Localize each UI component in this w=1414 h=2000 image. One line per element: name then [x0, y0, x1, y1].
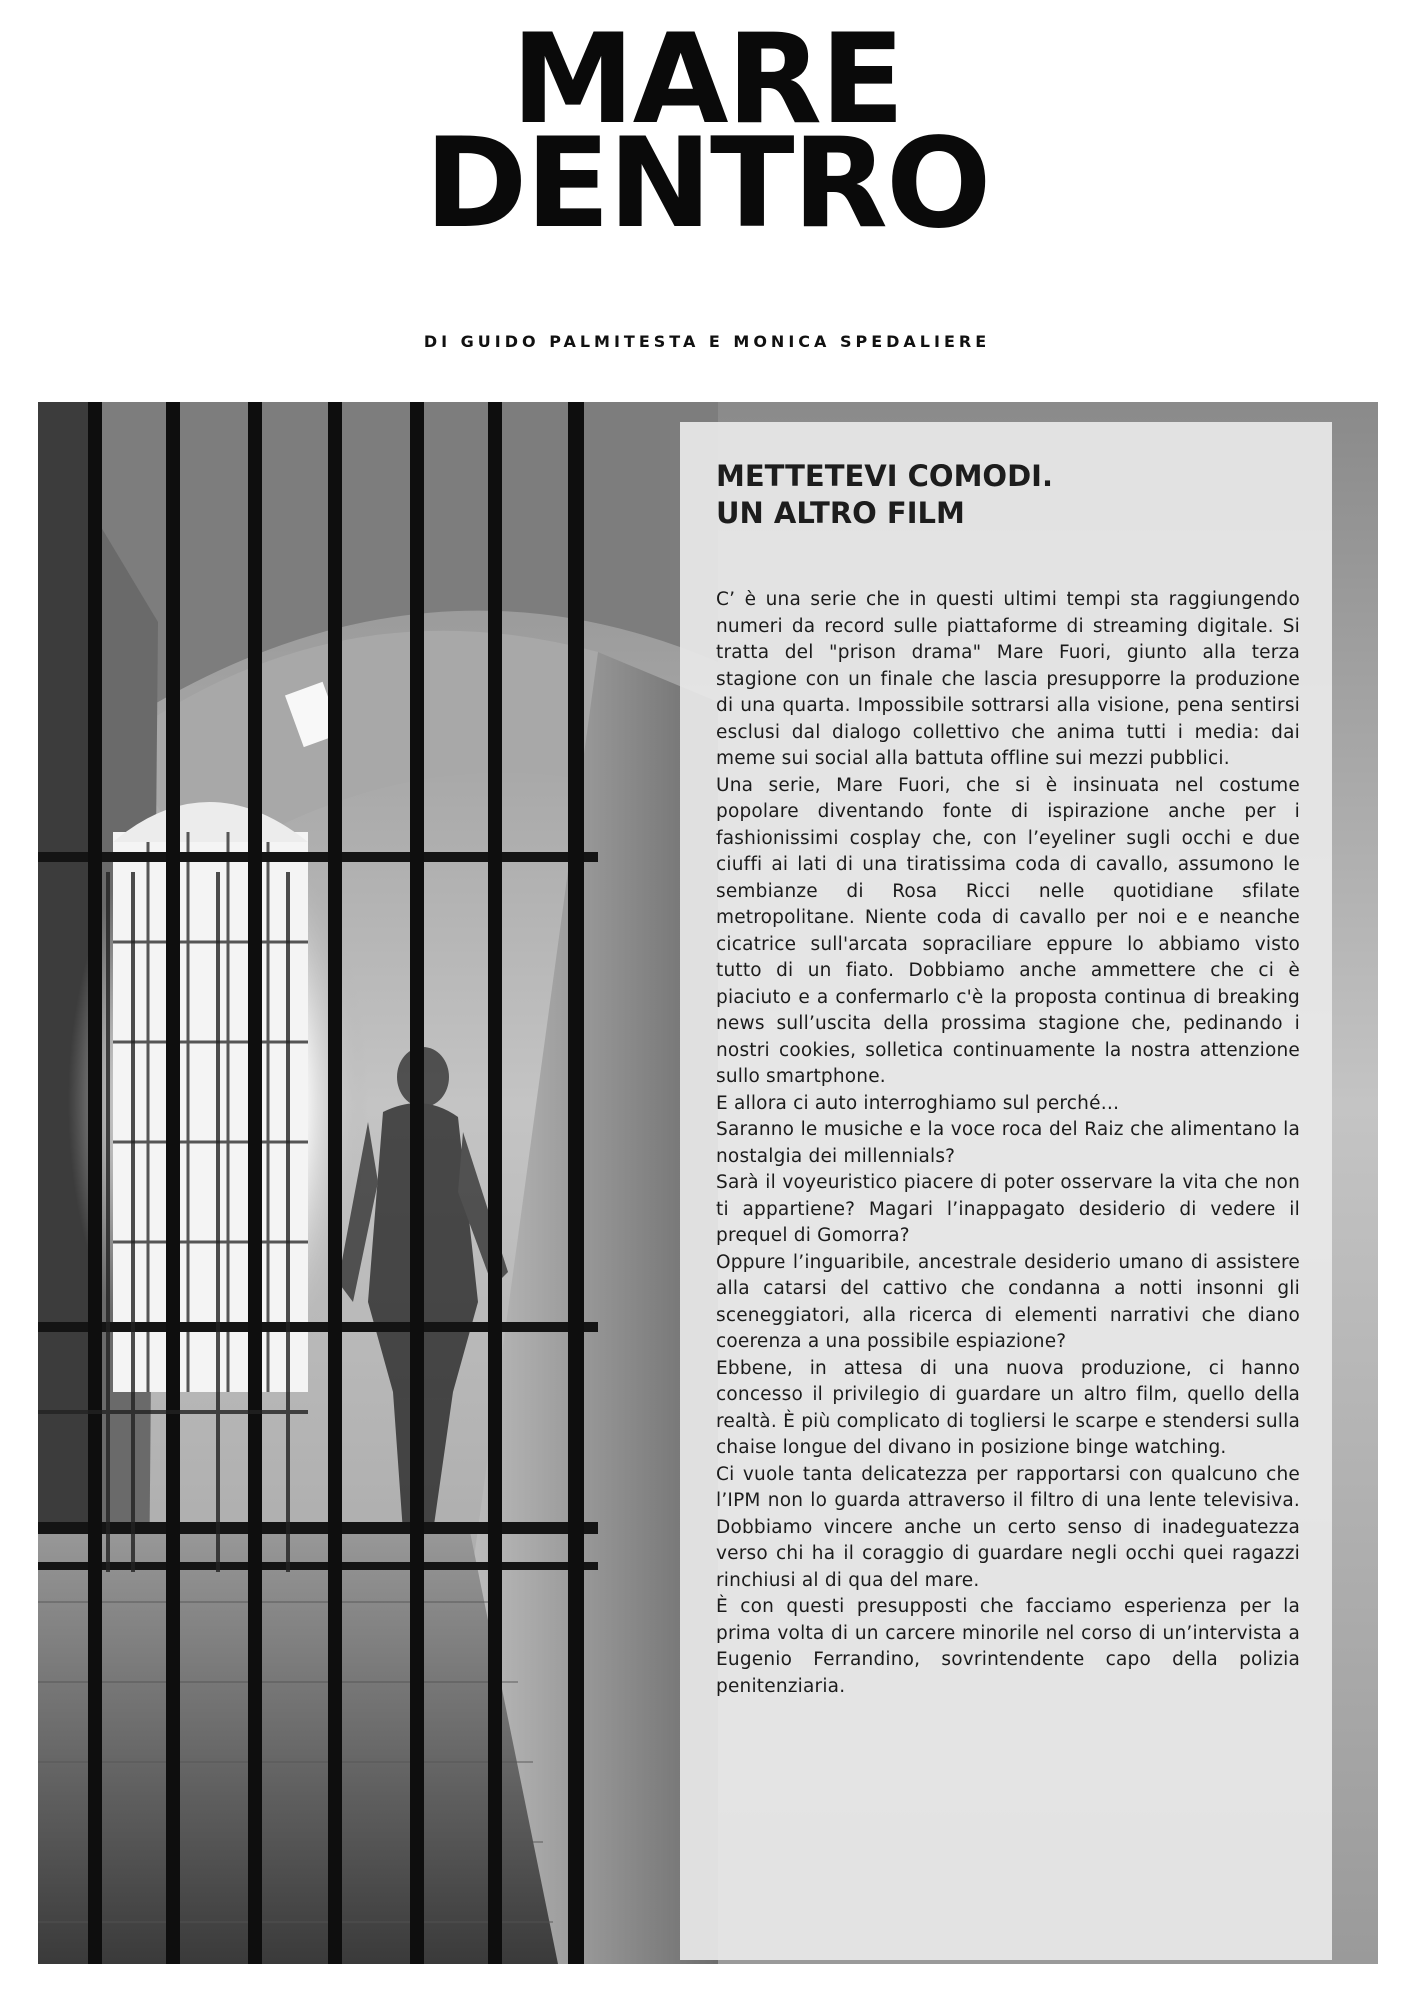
paragraph: Sarà il voyeuristico piacere di poter osservare la vita che non ti appartiene? Magari l’inappagato desiderio di vedere il prequel di Gomorra?: [716, 1172, 1300, 1246]
article-panel: [680, 422, 1332, 1960]
paragraph: Ebbene, in attesa di una nuova produzione, ci hanno concesso il privilegio di guardare un altro film, quello della realtà. È più complicato di togliersi le scarpe e stendersi sulla chaise longue del divano in posizione binge watching.: [716, 1357, 1300, 1458]
paragraph: È con questi presupposti che facciamo esperienza per la prima volta di un carcere minorile nel corso di un’intervista a Eugenio Ferrandino, sovrintendente capo della polizia penitenziaria.: [716, 1596, 1300, 1697]
byline: DI GUIDO PALMITESTA E MONICA SPEDALIERE: [423, 332, 991, 351]
heading-line-2: UN ALTRO FILM: [716, 496, 965, 530]
paragraph: E allora ci auto interroghiamo sul perché…: [716, 1092, 1120, 1114]
article-heading: [716, 458, 1300, 532]
paragraph: Ci vuole tanta delicatezza per rapportarsi con qualcuno che l’IPM non lo guarda attraverso il filtro di una lente televisiva. Dobbiamo vincere anche un certo senso di inadeguatezza verso chi ha il coraggio di guardare negli occhi quei ragazzi rinchiusi al di qua del mare.: [716, 1463, 1300, 1591]
title-line-1: MARE: [511, 8, 903, 152]
heading-line-1: METTETEVI COMODI.: [716, 459, 1053, 493]
magazine-title: [0, 8, 1414, 256]
paragraph: C’ è una serie che in questi ultimi tempi sta raggiungendo numeri da record sulle piattaforme di streaming digitale. Si tratta del "prison drama" Mare Fuori, giunto alla terza stagione con un finale che lascia presupporre la produzione di una quarta. Impossibile sottrarsi alla visione, pena sentirsi esclusi dal dialogo collettivo che anima tutti i media: dai meme sui social alla battuta offline sui mezzi pubblici.: [716, 589, 1300, 769]
paragraph: Una serie, Mare Fuori, che si è insinuata nel costume popolare diventando fonte di ispirazione anche per i fashionissimi cosplay che, con l’eyeliner sugli occhi e due ciuffi ai lati di una tiratissima coda di cavallo, assumono le sembianze di Rosa Ricci nelle quotidiane sfilate metropolitane. Niente coda di cavallo per noi e e neanche cicatrice sull'arcata sopraciliare eppure lo abbiamo visto tutto di un fiato. Dobbiamo anche ammettere che ci è piaciuto e a confermarlo c'è la proposta continua di breaking news sull’uscita della prossima stagione che, pedinando i nostri cookies, solletica continuamente la nostra attenzione sullo smartphone.: [716, 774, 1300, 1087]
paragraph: Saranno le musiche e la voce roca del Raiz che alimentano la nostalgia dei millennials?: [716, 1119, 1300, 1167]
article-body: [716, 587, 1300, 1700]
paragraph: Oppure l’inguaribile, ancestrale desiderio umano di assistere alla catarsi del cattivo che condanna a notti insonni gli sceneggiatori, alla ricerca di elementi narrativi che diano coerenza a una possibile espiazione?: [716, 1251, 1300, 1352]
title-line-2: DENTRO: [424, 112, 990, 256]
